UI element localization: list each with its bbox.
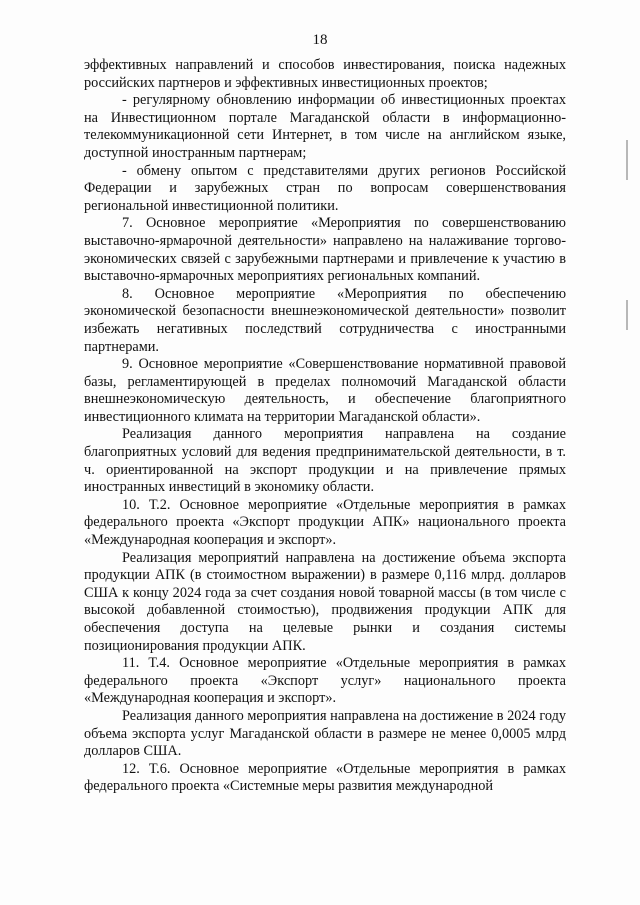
paragraph-continuation: эффективных направлений и способов инвестирования, поиска надежных российских партнеров и эффективных инвестиционных проектов; (84, 57, 566, 91)
paragraph-measure-10: 10. Т.2. Основное мероприятие «Отдельные мероприятия в рамках федерального проекта «Экспорт продукции АПК» национального проекта «Международная кооперация и экспорт». (84, 496, 566, 549)
paragraph-measure-10-implementation: Реализация мероприятий направлена на достижение объема экспорта продукции АПК (в стоимостном выражении) в размере 0,116 млрд. долларов США к концу 2024 года за счет создания новой товарной массы (в том числе с высокой добавленной стоимостью), продвижения продукции АПК для обеспечения доступа на целевые рынки и создания системы позиционирования продукции АПК. (84, 549, 566, 654)
paragraph-measure-9-implementation: Реализация данного мероприятия направлена на создание благоприятных условий для ведения предпринимательской деятельности, в т. ч. ориентированной на экспорт продукции и на привлечение прямых иностранных инвестиций в экономику области. (84, 426, 566, 496)
paragraph-measure-7: 7. Основное мероприятие «Мероприятия по совершенствованию выставочно-ярмарочной деятельности» направлено на налаживание торгово-экономических связей с зарубежными партнерами и привлечение к участию в выставочно-ярмарочных мероприятиях региональных компаний. (84, 215, 566, 285)
paragraph-measure-12: 12. Т.6. Основное мероприятие «Отдельные мероприятия в рамках федерального проекта «Системные меры развития международной (84, 760, 566, 795)
paragraph-measure-11-implementation: Реализация данного мероприятия направлена на достижение в 2024 году объема экспорта услуг Магаданской области в размере не менее 0,0005 млрд долларов США. (84, 707, 566, 760)
scan-edge-mark (626, 300, 628, 330)
paragraph-measure-8: 8. Основное мероприятие «Мероприятия по обеспечению экономической безопасности внешнеэкономической деятельности» позволит избежать негативных последствий сотрудничества с иностранными партнерами. (84, 285, 566, 355)
paragraph-list-item-update: - регулярному обновлению информации об инвестиционных проектах на Инвестиционном портале Магаданской области в информационно-телекоммуникационной сети Интернет, в том числе на английском языке, доступной иностранным партнерам; (84, 92, 566, 161)
paragraph-measure-11: 11. Т.4. Основное мероприятие «Отдельные мероприятия в рамках федерального проекта «Экспорт услуг» национального проекта «Международная кооперация и экспорт». (84, 655, 566, 707)
page-number: 18 (312, 32, 328, 48)
document-body (84, 57, 566, 796)
paragraph-measure-9: 9. Основное мероприятие «Совершенствование нормативной правовой базы, регламентирующей в пределах полномочий Магаданской области внешнеэкономическую деятельность, и обеспечение благоприятного инвестиционного климата на территории Магаданской области». (84, 356, 566, 425)
paragraph-list-item-exchange: - обмену опытом с представителями других регионов Российской Федерации и зарубежных стран по вопросам совершенствования региональной инвестиционной политики. (84, 162, 566, 214)
scan-edge-mark (626, 140, 628, 180)
